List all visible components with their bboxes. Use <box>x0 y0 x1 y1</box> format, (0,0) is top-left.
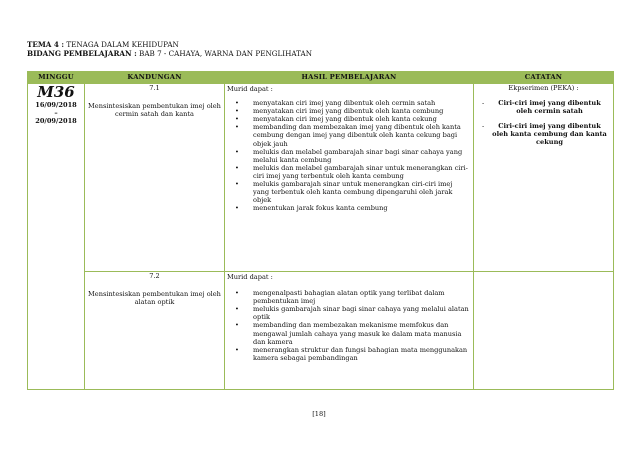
table-row <box>28 272 614 390</box>
catatan-item-text: Ciri-ciri imej yang dibentuk oleh cermin satah <box>498 99 601 116</box>
list-item: • menyatakan ciri imej yang dibentuk oleh kanta cekung <box>225 115 473 123</box>
bidang-value: BAB 7 - CAHAYA, WARNA DAN PENGLIHATAN <box>139 49 313 58</box>
week-date-separator: – <box>54 109 58 117</box>
catatan-item: - Ciri-ciri imej yang dibentuk oleh kanta cembung dan kanta cekung <box>482 122 607 147</box>
murid-label: Murid dapat : <box>227 85 273 93</box>
bidang-heading <box>27 49 312 58</box>
table-header-row <box>28 72 614 84</box>
column-header-kandungan: KANDUNGAN <box>85 72 225 84</box>
catatan-cell <box>474 84 614 272</box>
week-code: M36 <box>37 83 75 101</box>
catatan-item: - Ciri-ciri imej yang dibentuk oleh cermin satah <box>482 99 601 116</box>
list-item: • menerangkan struktur dan fungsi bahagian mata menggunakan kamera sebagai pembandingan <box>225 346 473 362</box>
lesson-plan-table <box>27 71 614 390</box>
outcome-list <box>225 289 473 362</box>
week-date-start: 16/09/2018 <box>35 101 77 109</box>
kandungan-desc: Mensintesiskan pembentukan imej oleh alatan optik <box>88 290 221 307</box>
list-item: • menyatakan ciri imej yang dibentuk oleh kanta cembung <box>225 107 473 115</box>
table-row <box>28 84 614 272</box>
kandungan-code: 7.1 <box>149 84 160 92</box>
tema-value: TENAGA DALAM KEHIDUPAN <box>66 40 179 49</box>
tema-label: TEMA 4 : <box>27 40 65 49</box>
catatan-cell-empty <box>474 272 614 390</box>
kandungan-cell <box>85 272 225 390</box>
page-number: [18] <box>312 410 326 418</box>
week-cell <box>28 84 85 390</box>
tema-heading <box>27 40 179 49</box>
list-item: • melukis gambarajah sinar bagi sinar cahaya yang melalui alatan optik <box>225 305 473 321</box>
catatan-title: Ekpserimen (PEKA) : <box>508 84 579 92</box>
kandungan-cell <box>85 84 225 272</box>
week-date-end: 20/09/2018 <box>35 117 77 125</box>
kandungan-desc: Mensintesiskan pembentukan imej oleh cermin satah dan kanta <box>88 102 221 119</box>
list-item: • mengenalpasti bahagian alatan optik yang terlibat dalam pembentukan imej <box>225 289 473 305</box>
list-item: • melukis gambarajah sinar untuk menerangkan ciri-ciri imej yang terbentuk oleh kanta cembung dipengaruhi oleh jarak objek <box>225 180 473 204</box>
list-item: • menentukan jarak fokus kanta cembung <box>225 204 473 212</box>
catatan-item-text: Ciri-ciri imej yang dibentuk oleh kanta cembung dan kanta cekung <box>492 122 607 147</box>
list-item: • melukis dan melabel gambarajah sinar bagi sinar cahaya yang melalui kanta cembung <box>225 148 473 164</box>
list-item: • melukis dan melabel gambarajah sinar untuk menerangkan ciri-ciri imej yang terbentuk oleh kanta cembung <box>225 164 473 180</box>
hasil-cell <box>225 84 474 272</box>
column-header-hasil-pembelajaran: HASIL PEMBELAJARAN <box>225 72 474 84</box>
bidang-label: BIDANG PEMBELAJARAN : <box>27 49 137 58</box>
outcome-list <box>225 99 473 212</box>
column-header-minggu: MINGGU <box>28 72 85 84</box>
list-item: • membanding dan membezakan mekanisme memfokus dan mengawal jumlah cahaya yang masuk ke dalam mata manusia dan kamera <box>225 321 473 345</box>
kandungan-code: 7.2 <box>149 272 160 280</box>
list-item: • menyatakan ciri imej yang dibentuk oleh cermin satah <box>225 99 473 107</box>
murid-label: Murid dapat : <box>227 273 273 281</box>
column-header-catatan: CATATAN <box>474 72 614 84</box>
hasil-cell <box>225 272 474 390</box>
list-item: • membanding dan membezakan imej yang dibentuk oleh kanta cembung dengan imej yang dibentuk oleh kanta cekung bagi objek jauh <box>225 123 473 147</box>
